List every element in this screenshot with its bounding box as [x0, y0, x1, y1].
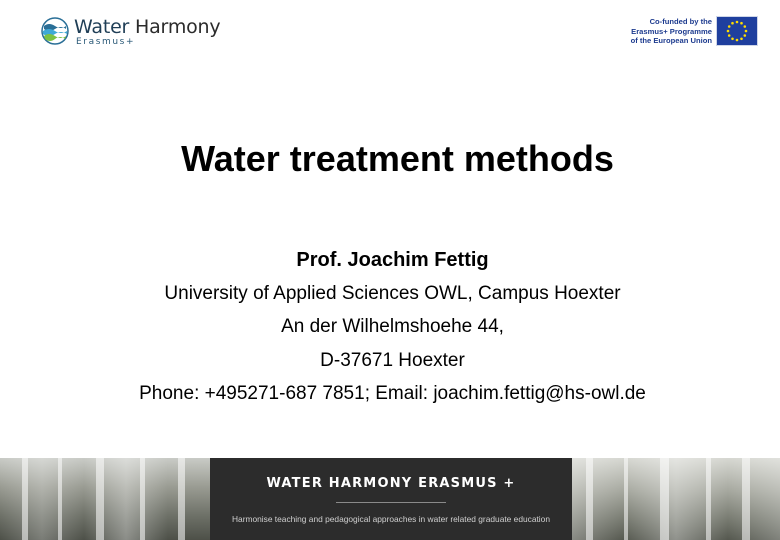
water-streak [22, 458, 28, 540]
logo-subtitle: Erasmus+ [76, 37, 136, 47]
eu-cofunding-text [620, 17, 712, 46]
eu-text-line-2: Erasmus+ Programme [631, 26, 712, 36]
water-streak [742, 458, 750, 540]
water-streak [706, 458, 711, 540]
eu-flag-icon [716, 16, 758, 46]
slide-title: Water treatment methods [181, 138, 614, 179]
eu-text-line-1: Co-funded by the [649, 17, 712, 26]
logo-word-harmony: Harmony [135, 16, 221, 38]
waterfall-photo-left [0, 458, 210, 540]
author-contact: Phone: +495271-687 7851; Email: joachim.fettig@hs-owl.de [139, 383, 646, 404]
water-harmony-logo [40, 14, 240, 48]
water-streak [586, 458, 593, 540]
footer-banner-strip [0, 458, 780, 540]
water-streak [660, 458, 669, 540]
author-institution: University of Applied Sciences OWL, Campus Hoexter [164, 282, 621, 304]
author-address: An der Wilhelmshoehe 44, [281, 316, 504, 337]
banner-title: WATER HARMONY ERASMUS + [266, 476, 516, 491]
water-streak [96, 458, 104, 540]
banner-divider [336, 502, 446, 503]
water-streak [624, 458, 628, 540]
author-info-block [0, 245, 780, 413]
eu-cofunding-badge [620, 16, 760, 48]
water-drop-waves-icon [40, 16, 70, 46]
project-banner [210, 458, 572, 540]
banner-subtitle: Harmonise teaching and pedagogical approaches in water related graduate education [231, 514, 550, 524]
eu-text-line-3: of the European Union [630, 36, 712, 46]
author-city: D-37671 Hoexter [320, 349, 465, 371]
waterfall-photo-right [572, 458, 780, 540]
water-streak [58, 458, 62, 540]
water-streak [178, 458, 185, 540]
slide-header [0, 0, 780, 60]
water-streak [140, 458, 145, 540]
author-name: Prof. Joachim Fettig [296, 249, 489, 271]
logo-word-water: Water [74, 16, 130, 38]
logo-wordmark [74, 16, 220, 38]
